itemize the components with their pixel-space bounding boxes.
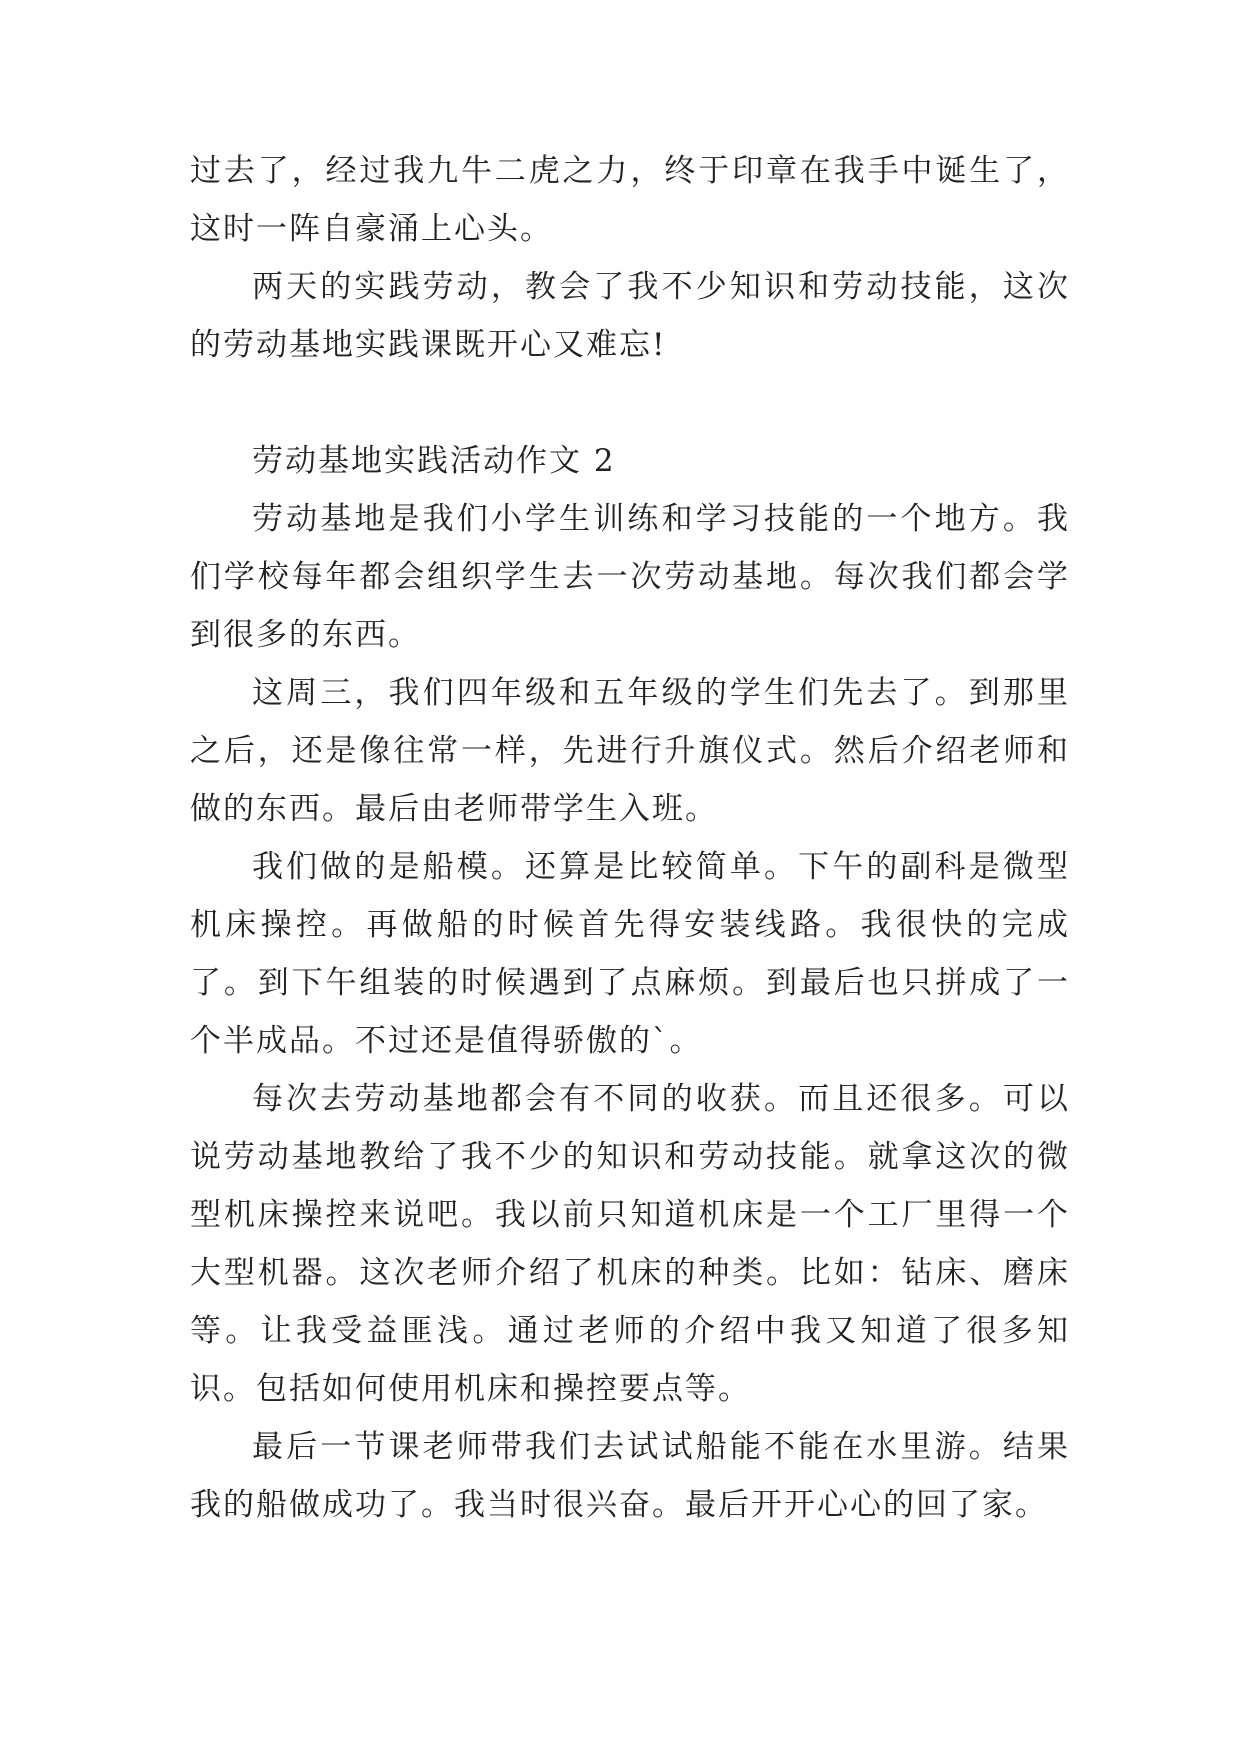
paragraph-5: 最后一节课老师带我们去试试船能不能在水里游。结果我的船做成功了。我当时很兴奋。最后开开心心的回了家。 [190, 1429, 1070, 1523]
document-body [190, 142, 1070, 1534]
paragraph-4: 每次去劳动基地都会有不同的收获。而且还很多。可以说劳动基地教给了我不少的知识和劳动技能。就拿这次的微型机床操控来说吧。我以前只知道机床是一个工厂里得一个大型机器。这次老师介绍了机床的种类。比如：钻床、磨床等。让我受益匪浅。通过老师的介绍中我又知道了很多知识。包括如何使用机床和操控要点等。 [190, 1081, 1070, 1407]
section-gap [190, 374, 1070, 432]
paragraph-3: 我们做的是船模。还算是比较简单。下午的副科是微型机床操控。再做船的时候首先得安装线路。我很快的完成了。到下午组装的时候遇到了点麻烦。到最后也只拼成了一个半成品。不过还是值得骄傲的`。 [190, 849, 1070, 1059]
continuation-paragraph: 过去了，经过我九牛二虎之力，终于印章在我手中诞生了，这时一阵自豪涌上心头。 [190, 153, 1070, 247]
essay-heading: 劳动基地实践活动作文 2 [252, 443, 616, 479]
closing-paragraph: 两天的实践劳动，教会了我不少知识和劳动技能，这次的劳动基地实践课既开心又难忘! [190, 269, 1070, 363]
paragraph-2: 这周三，我们四年级和五年级的学生们先去了。到那里之后，还是像往常一样，先进行升旗仪式。然后介绍老师和做的东西。最后由老师带学生入班。 [190, 675, 1070, 827]
paragraph-1: 劳动基地是我们小学生训练和学习技能的一个地方。我们学校每年都会组织学生去一次劳动基地。每次我们都会学到很多的东西。 [190, 501, 1070, 653]
